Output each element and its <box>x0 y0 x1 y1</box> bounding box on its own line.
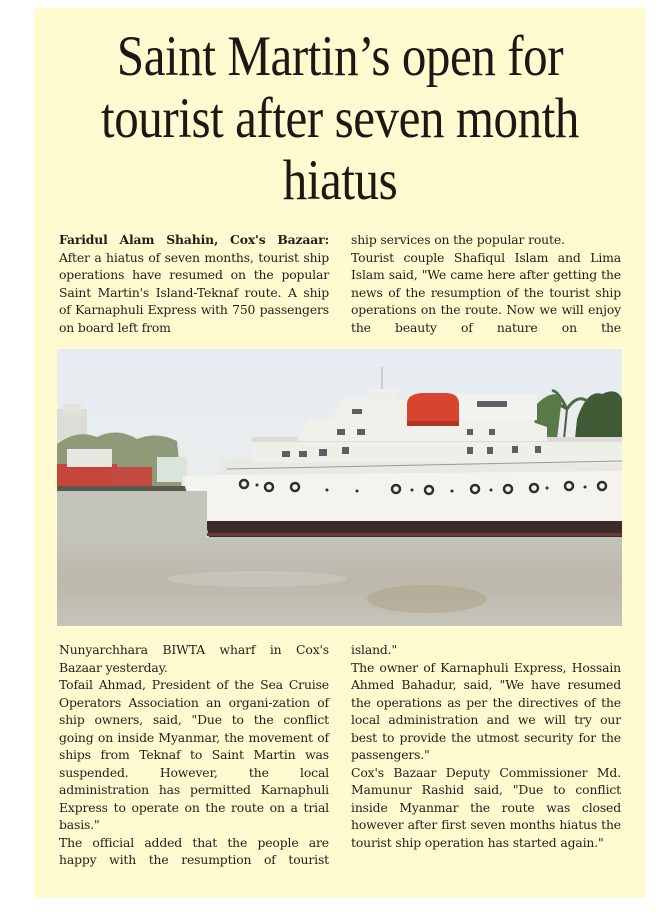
byline: Faridul Alam Shahin, Cox's Bazaar: <box>59 232 329 247</box>
ship-photo-image <box>57 349 622 626</box>
newspaper-clipping <box>34 8 646 898</box>
paragraph: Nunyarchhara BIWTA wharf in Cox's Bazaar yesterday. <box>59 642 329 675</box>
paragraph: island." <box>351 642 398 657</box>
paragraph: The official added that the people are happy with the resumption of tourist <box>59 834 329 867</box>
paragraph: Cox's Bazaar Deputy Commissioner Md. Mamunur Rashid said, "Due to conflict inside Myanmar the route was closed however after first seven months hiatus the tourist ship operation has started again." <box>351 764 621 850</box>
column-top-left <box>59 231 329 336</box>
column-bottom-left <box>59 641 329 869</box>
paragraph <box>59 231 329 336</box>
lifeboat <box>407 393 459 425</box>
column-bottom-right <box>351 641 621 851</box>
column-top-right <box>351 231 621 336</box>
paragraph-text: After a hiatus of seven months, tourist ship operations have resumed on the popular Saint Martin's Island-Teknaf route. A ship of Karnaphuli Express with 750 passengers on board left from <box>59 249 329 335</box>
paragraph: Tourist couple Shafiqul Islam and Lima Islam said, "We came here after getting the news of the resumption of the tourist ship operations on the route. Now we will enjoy the beauty of nature on the <box>351 249 621 335</box>
ship-photo <box>57 349 622 626</box>
headline: Saint Martin’s open for tourist after seven month hiatus <box>101 25 579 212</box>
paragraph: ship services on the popular route. <box>351 232 565 247</box>
paragraph: Tofail Ahmad, President of the Sea Cruise Operators Association an organi-zation of ship owners, said, "Due to the conflict going on inside Myanmar, the movement of ships from Teknaf to Saint Martin was suspended. However, the local administration has permitted Karnaphuli Express to operate on the route on a trial basis." <box>59 677 329 832</box>
paragraph: The owner of Karnaphuli Express, Hossain Ahmed Bahadur, said, "We have resumed the operations as per the directives of the local administration and we will try our best to provide the utmost security for the passengers." <box>351 659 621 762</box>
